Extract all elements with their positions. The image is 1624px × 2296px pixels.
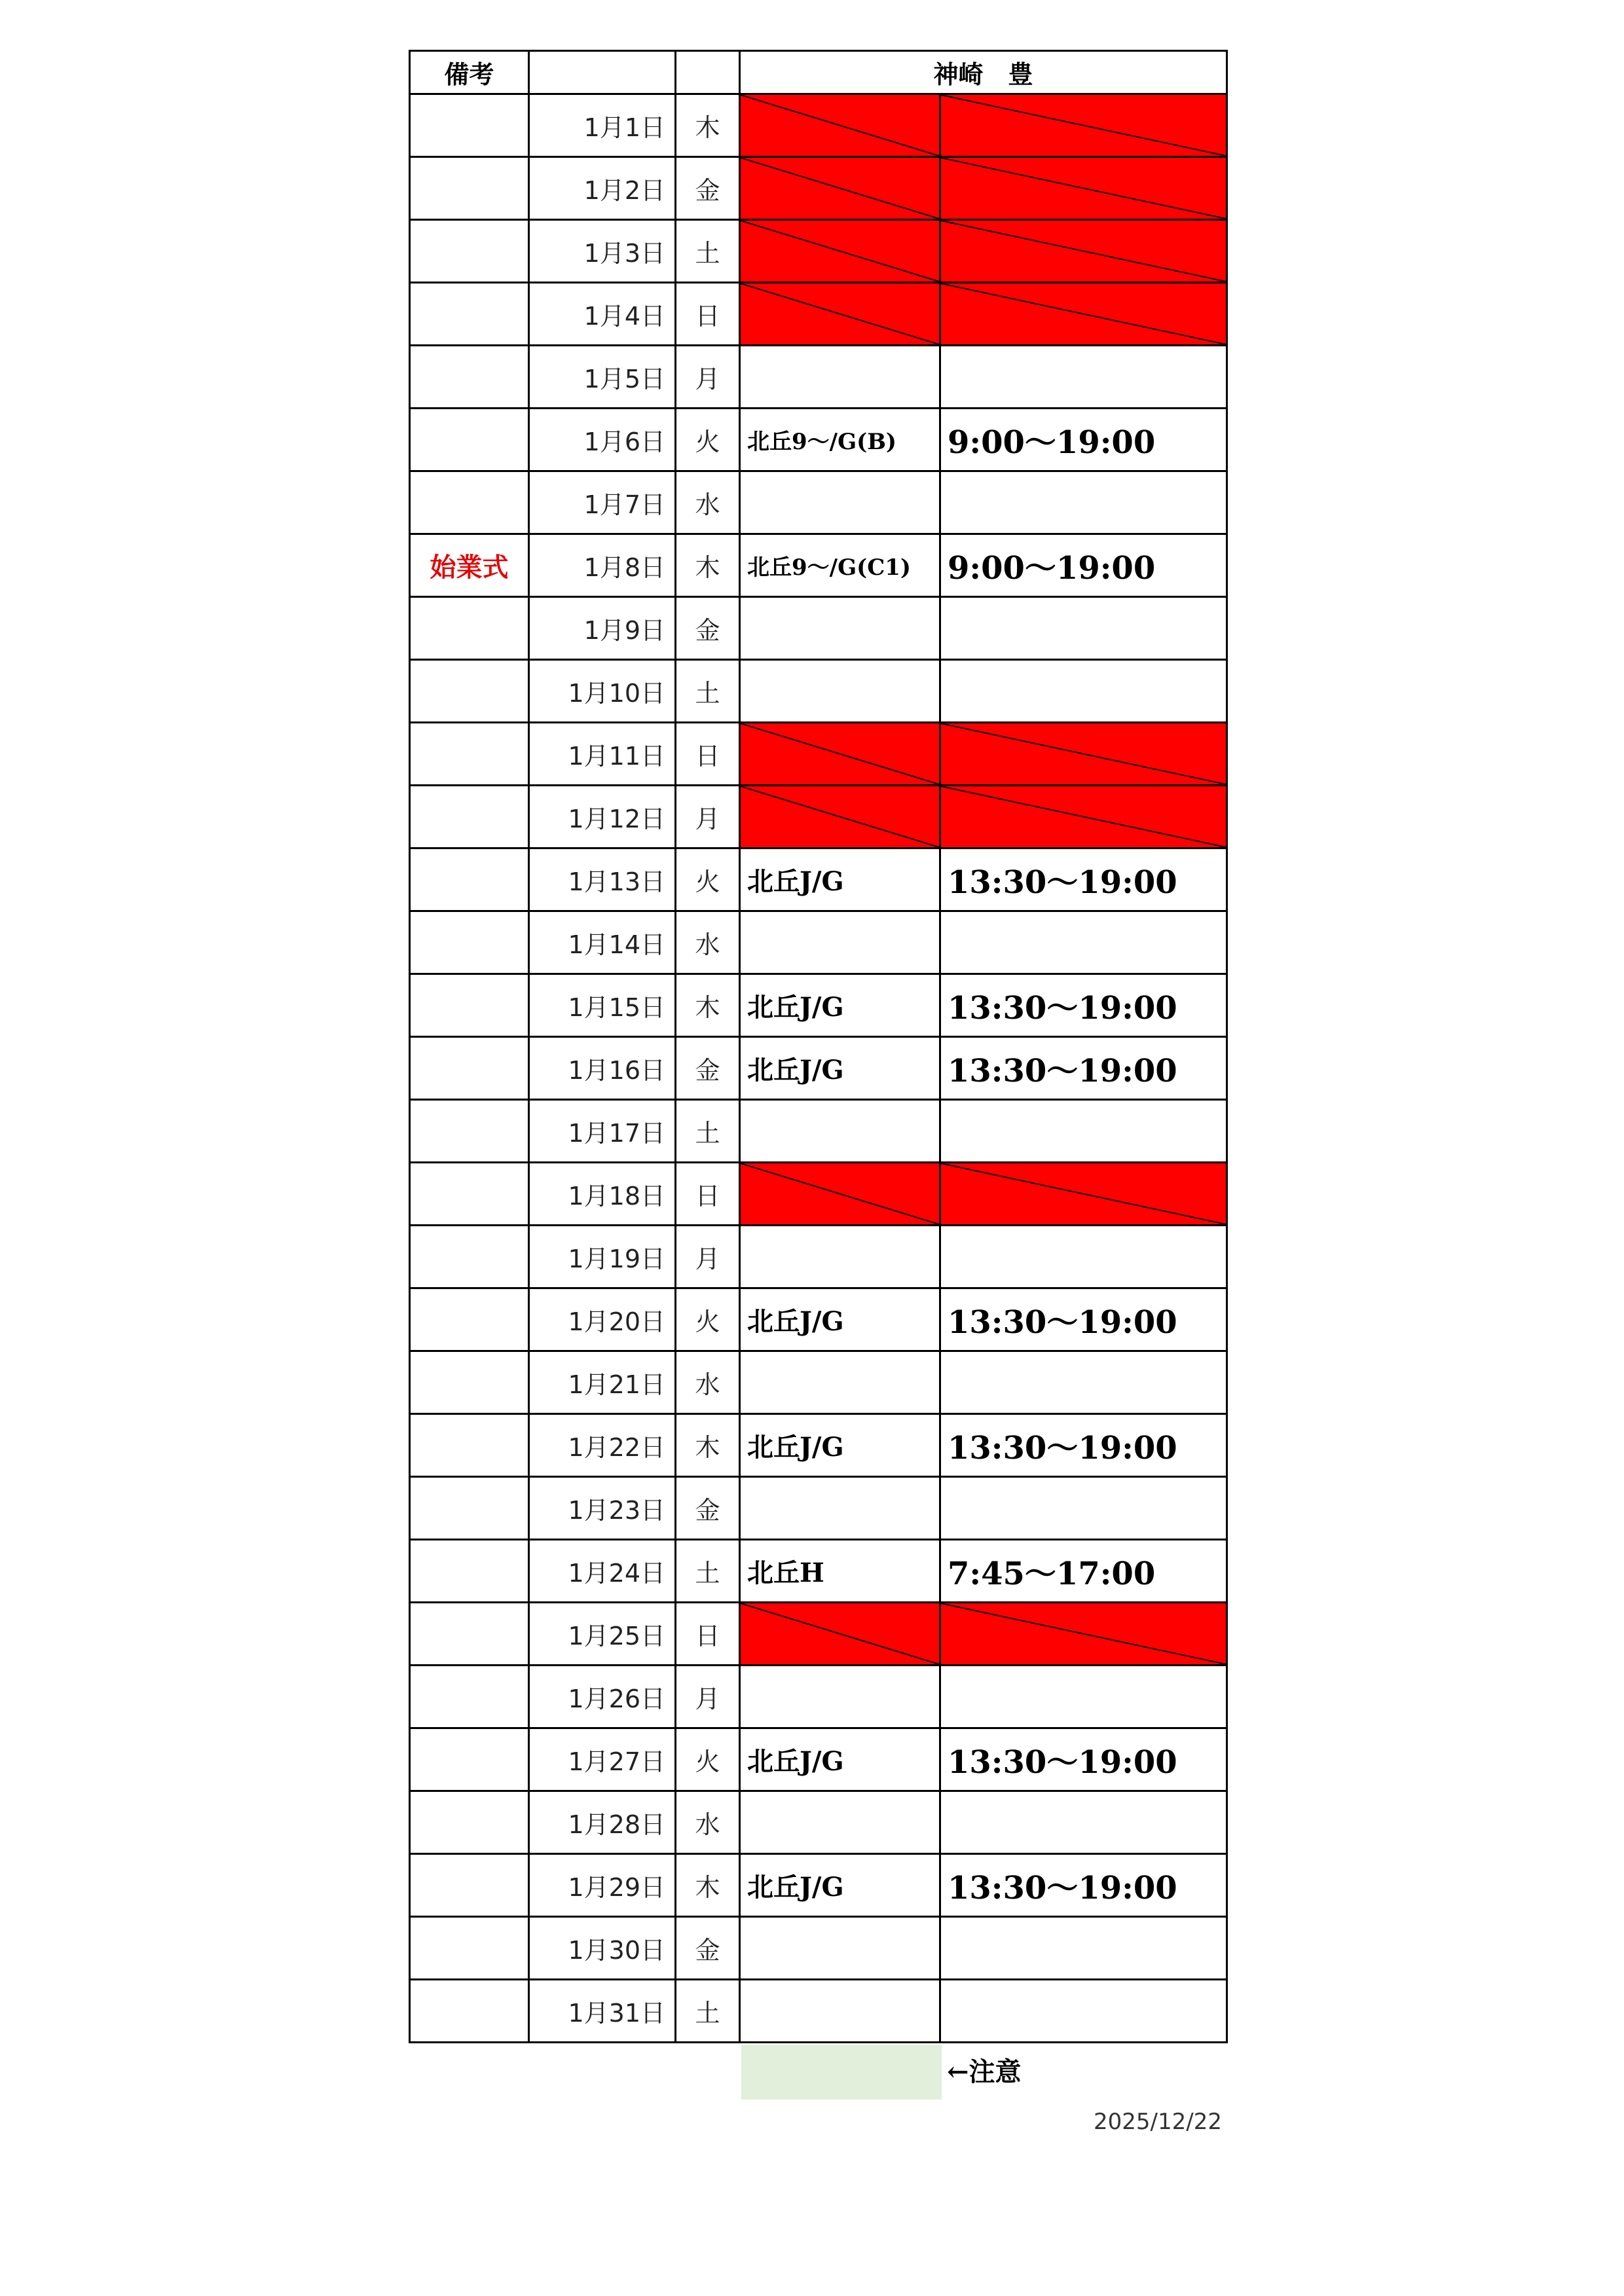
- weekday-cell: 土: [676, 220, 740, 283]
- time-cell: [940, 1351, 1227, 1414]
- date-cell: 1月19日: [529, 1226, 676, 1288]
- day-row: [410, 1980, 1227, 2043]
- time-cell: [940, 1980, 1227, 2043]
- location-cell: [740, 1980, 940, 2043]
- weekday-cell: 火: [676, 409, 740, 471]
- day-off-cell: [740, 1163, 940, 1226]
- day-off-cell: [940, 157, 1227, 220]
- day-row: [410, 1037, 1227, 1100]
- day-row: [410, 911, 1227, 974]
- day-row: [410, 157, 1227, 220]
- weekday-cell: 土: [676, 1100, 740, 1163]
- day-row: [410, 471, 1227, 534]
- location-cell: 北丘9～/G(C1): [740, 534, 940, 597]
- weekday-cell: 金: [676, 1037, 740, 1100]
- remark-cell: [410, 911, 529, 974]
- day-off-cell: [940, 94, 1227, 157]
- remark-cell: [410, 1666, 529, 1728]
- time-cell: [940, 1917, 1227, 1980]
- date-cell: 1月11日: [529, 723, 676, 786]
- time-cell: 7:45～17:00: [940, 1540, 1227, 1603]
- day-row: [410, 1414, 1227, 1477]
- remark-cell: [410, 1917, 529, 1980]
- date-cell: 1月31日: [529, 1980, 676, 2043]
- weekday-cell: 水: [676, 1351, 740, 1414]
- day-off-cell: [740, 786, 940, 848]
- remark-cell: [410, 1728, 529, 1791]
- person-name-header: 神崎 豊: [740, 51, 1227, 94]
- location-cell: [740, 597, 940, 660]
- day-row: [410, 1351, 1227, 1414]
- date-cell: 1月6日: [529, 409, 676, 471]
- remark-cell: [410, 1037, 529, 1100]
- remark-cell: [410, 723, 529, 786]
- location-cell: 北丘J/G: [740, 1728, 940, 1791]
- time-cell: 13:30～19:00: [940, 848, 1227, 911]
- date-header: [529, 51, 676, 94]
- time-cell: 13:30～19:00: [940, 1037, 1227, 1100]
- time-cell: [940, 597, 1227, 660]
- day-row: [410, 1100, 1227, 1163]
- date-cell: 1月2日: [529, 157, 676, 220]
- day-row: [410, 1288, 1227, 1351]
- day-off-cell: [940, 786, 1227, 848]
- day-row: [410, 660, 1227, 723]
- weekday-cell: 土: [676, 1980, 740, 2043]
- date-cell: 1月24日: [529, 1540, 676, 1603]
- time-cell: 9:00～19:00: [940, 409, 1227, 471]
- weekday-cell: 木: [676, 974, 740, 1037]
- weekday-cell: 木: [676, 534, 740, 597]
- date-cell: 1月15日: [529, 974, 676, 1037]
- day-row: [410, 346, 1227, 409]
- remark-cell: [410, 220, 529, 283]
- schedule-table: [409, 50, 1228, 2043]
- remark-cell: 始業式: [410, 534, 529, 597]
- remark-cell: [410, 1854, 529, 1917]
- time-cell: 13:30～19:00: [940, 974, 1227, 1037]
- date-cell: 1月12日: [529, 786, 676, 848]
- day-off-cell: [740, 220, 940, 283]
- location-cell: 北丘J/G: [740, 974, 940, 1037]
- remark-cell: [410, 346, 529, 409]
- date-cell: 1月27日: [529, 1728, 676, 1791]
- weekday-cell: 水: [676, 911, 740, 974]
- location-cell: 北丘9～/G(B): [740, 409, 940, 471]
- date-cell: 1月3日: [529, 220, 676, 283]
- time-cell: 13:30～19:00: [940, 1288, 1227, 1351]
- date-cell: 1月21日: [529, 1351, 676, 1414]
- day-off-cell: [740, 157, 940, 220]
- time-cell: [940, 911, 1227, 974]
- weekday-cell: 月: [676, 1226, 740, 1288]
- weekday-cell: 火: [676, 1728, 740, 1791]
- day-row: [410, 1728, 1227, 1791]
- weekday-cell: 日: [676, 1163, 740, 1226]
- weekday-cell: 日: [676, 283, 740, 346]
- time-cell: 9:00～19:00: [940, 534, 1227, 597]
- remark-cell: [410, 848, 529, 911]
- day-row: [410, 1666, 1227, 1728]
- location-cell: [740, 1351, 940, 1414]
- day-row: [410, 1791, 1227, 1854]
- remarks-header: 備考: [410, 51, 529, 94]
- location-cell: [740, 346, 940, 409]
- remark-cell: [410, 660, 529, 723]
- header-row: [410, 51, 1227, 94]
- day-row: [410, 974, 1227, 1037]
- day-off-cell: [940, 1163, 1227, 1226]
- date-cell: 1月29日: [529, 1854, 676, 1917]
- time-cell: [940, 660, 1227, 723]
- location-cell: 北丘H: [740, 1540, 940, 1603]
- location-cell: 北丘J/G: [740, 1414, 940, 1477]
- location-cell: [740, 1100, 940, 1163]
- date-cell: 1月10日: [529, 660, 676, 723]
- time-cell: 13:30～19:00: [940, 1728, 1227, 1791]
- day-row: [410, 1917, 1227, 1980]
- date-cell: 1月30日: [529, 1917, 676, 1980]
- remark-cell: [410, 1288, 529, 1351]
- day-row: [410, 409, 1227, 471]
- date-cell: 1月22日: [529, 1414, 676, 1477]
- remark-cell: [410, 1791, 529, 1854]
- day-row: [410, 94, 1227, 157]
- day-off-cell: [740, 1603, 940, 1666]
- location-cell: 北丘J/G: [740, 1288, 940, 1351]
- weekday-cell: 日: [676, 723, 740, 786]
- day-row: [410, 786, 1227, 848]
- day-row: [410, 597, 1227, 660]
- day-off-cell: [740, 283, 940, 346]
- date-cell: 1月14日: [529, 911, 676, 974]
- weekday-cell: 木: [676, 1854, 740, 1917]
- date-cell: 1月9日: [529, 597, 676, 660]
- legend-color-swatch: [741, 2045, 942, 2100]
- day-off-cell: [940, 723, 1227, 786]
- location-cell: [740, 660, 940, 723]
- remark-cell: [410, 974, 529, 1037]
- weekday-cell: 日: [676, 1603, 740, 1666]
- date-cell: 1月1日: [529, 94, 676, 157]
- time-cell: [940, 1666, 1227, 1728]
- location-cell: [740, 1791, 940, 1854]
- location-cell: 北丘J/G: [740, 848, 940, 911]
- day-off-cell: [740, 94, 940, 157]
- date-cell: 1月25日: [529, 1603, 676, 1666]
- day-row: [410, 220, 1227, 283]
- weekday-cell: 火: [676, 848, 740, 911]
- date-cell: 1月5日: [529, 346, 676, 409]
- weekday-cell: 木: [676, 1414, 740, 1477]
- day-off-cell: [740, 723, 940, 786]
- date-cell: 1月23日: [529, 1477, 676, 1540]
- time-cell: 13:30～19:00: [940, 1414, 1227, 1477]
- remark-cell: [410, 1477, 529, 1540]
- time-cell: [940, 1100, 1227, 1163]
- time-cell: [940, 1791, 1227, 1854]
- date-cell: 1月7日: [529, 471, 676, 534]
- time-cell: [940, 1477, 1227, 1540]
- weekday-cell: 水: [676, 1791, 740, 1854]
- remark-cell: [410, 1100, 529, 1163]
- remark-cell: [410, 1603, 529, 1666]
- day-off-cell: [940, 283, 1227, 346]
- date-cell: 1月20日: [529, 1288, 676, 1351]
- remark-cell: [410, 471, 529, 534]
- weekday-cell: 月: [676, 346, 740, 409]
- location-cell: [740, 1917, 940, 1980]
- date-cell: 1月8日: [529, 534, 676, 597]
- day-row: [410, 1226, 1227, 1288]
- time-cell: [940, 471, 1227, 534]
- time-cell: 13:30～19:00: [940, 1854, 1227, 1917]
- day-row: [410, 283, 1227, 346]
- time-cell: [940, 1226, 1227, 1288]
- date-cell: 1月13日: [529, 848, 676, 911]
- weekday-cell: 月: [676, 786, 740, 848]
- remark-cell: [410, 283, 529, 346]
- time-cell: [940, 346, 1227, 409]
- weekday-cell: 金: [676, 1477, 740, 1540]
- weekday-cell: 土: [676, 1540, 740, 1603]
- remark-cell: [410, 1226, 529, 1288]
- weekday-cell: 金: [676, 157, 740, 220]
- day-row: [410, 1477, 1227, 1540]
- remark-cell: [410, 1414, 529, 1477]
- day-off-cell: [940, 1603, 1227, 1666]
- day-row: [410, 1603, 1227, 1666]
- remark-cell: [410, 409, 529, 471]
- weekday-cell: 水: [676, 471, 740, 534]
- location-cell: [740, 471, 940, 534]
- remark-cell: [410, 1540, 529, 1603]
- weekday-cell: 火: [676, 1288, 740, 1351]
- day-off-cell: [940, 220, 1227, 283]
- date-cell: 1月28日: [529, 1791, 676, 1854]
- weekday-cell: 土: [676, 660, 740, 723]
- location-cell: [740, 911, 940, 974]
- date-cell: 1月18日: [529, 1163, 676, 1226]
- day-row: [410, 534, 1227, 597]
- weekday-cell: 金: [676, 597, 740, 660]
- day-row: [410, 1163, 1227, 1226]
- remark-cell: [410, 1980, 529, 2043]
- weekday-cell: 金: [676, 1917, 740, 1980]
- location-cell: 北丘J/G: [740, 1854, 940, 1917]
- remark-cell: [410, 1351, 529, 1414]
- remark-cell: [410, 786, 529, 848]
- day-row: [410, 1854, 1227, 1917]
- weekday-cell: 木: [676, 94, 740, 157]
- day-row: [410, 848, 1227, 911]
- day-row: [410, 1540, 1227, 1603]
- location-cell: [740, 1226, 940, 1288]
- remark-cell: [410, 94, 529, 157]
- date-cell: 1月17日: [529, 1100, 676, 1163]
- date-cell: 1月16日: [529, 1037, 676, 1100]
- weekday-cell: 月: [676, 1666, 740, 1728]
- date-cell: 1月26日: [529, 1666, 676, 1728]
- dow-header: [676, 51, 740, 94]
- day-row: [410, 723, 1227, 786]
- date-cell: 1月4日: [529, 283, 676, 346]
- remark-cell: [410, 1163, 529, 1226]
- location-cell: 北丘J/G: [740, 1037, 940, 1100]
- remark-cell: [410, 597, 529, 660]
- remark-cell: [410, 157, 529, 220]
- legend-label: ←注意: [947, 2056, 1022, 2087]
- location-cell: [740, 1477, 940, 1540]
- footer-date: 2025/12/22: [1094, 2109, 1222, 2135]
- location-cell: [740, 1666, 940, 1728]
